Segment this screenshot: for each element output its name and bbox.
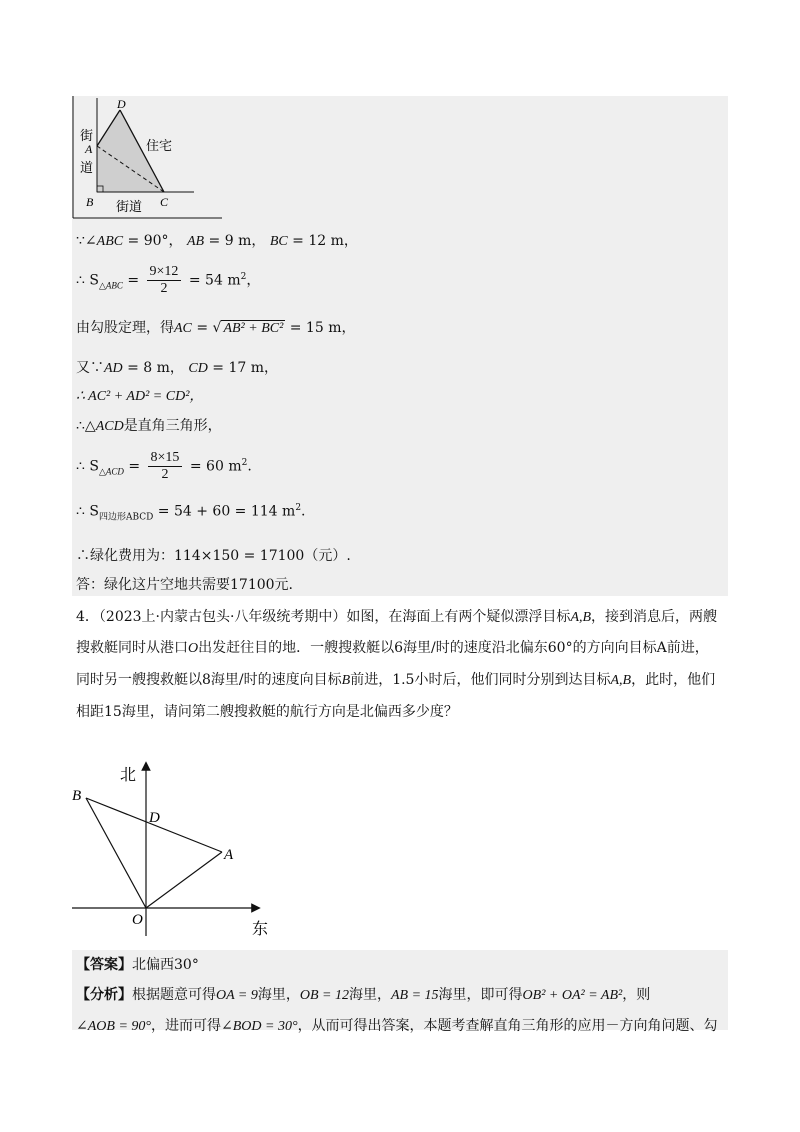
fraction-acd: $\frac{8\times 15}{2}$ — [148, 450, 183, 483]
label-a2: A — [224, 847, 234, 863]
solution-line-5: ∴ AC² + AD² = CD²， — [76, 389, 204, 404]
solution-line-9: ∴绿化费用为：114×150 = 17100（元）. — [76, 548, 351, 564]
label-street-h: 街道 — [116, 199, 143, 214]
solution-line-1: ∵∠ABC = 90°， AB = 9 m， BC = 12 m， — [76, 233, 358, 249]
label-o2: O — [132, 912, 143, 928]
question-4-line-1: 4．（2023上·内蒙古包头·八年级统考期中）如图，在海面上有两个疑似漂浮目标A,B，接到消息后，两艘 — [76, 609, 718, 625]
label-street-v1: 街 — [80, 128, 94, 143]
analysis-line-1: 【分析】根据题意可得OA = 9海里，OB = 12海里，AB = 15海里，即可得OB² + OA² = AB²，则 — [76, 987, 651, 1003]
solution-line-10: 答：绿化这片空地共需要17100元. — [76, 577, 293, 593]
analysis-line-2: ∠AOB = 90°，进而可得∠BOD = 30°，从而可得出答案，本题考查解直角三角形的应用－方向角问题、勾 — [76, 1018, 718, 1034]
label-d2: D — [149, 810, 160, 826]
segment-ob — [86, 798, 146, 908]
solution-line-2: ∴ $S_{\triangle ABC}$ = $\frac{9\times 12}{2}$ = 54 $m^2$， — [76, 264, 261, 296]
label-d: D — [117, 97, 126, 111]
label-street-v2: 道 — [80, 160, 94, 175]
solution-line-8: ∴ $S_{四边形ABCD} = 54 + 60 = 114$ $m^2$. — [76, 503, 306, 523]
label-house: 住宅 — [146, 138, 173, 153]
solution-line-6: ∴△ACD是直角三角形， — [76, 418, 222, 434]
question-4-line-4: 相距15海里，请问第二艘搜救艇的航行方向是北偏西多少度？ — [76, 704, 458, 720]
compass-figure — [60, 758, 290, 942]
question-4-line-3: 同时另一艘搜救艇以8海里/时的速度向目标B前进，1.5小时后，他们同时分别到达目标A,B，此时，他们 — [76, 672, 716, 688]
fraction-abc: $\frac{9\times 12}{2}$ — [147, 264, 182, 297]
label-b2: B — [72, 788, 82, 804]
solution-line-7: ∴ $S_{\triangle ACD}$ = $\frac{8\times 15}{2}$ = 60 $m^2$. — [76, 450, 252, 482]
solution-line-4: 又∵AD = 8 m， CD = 17 m， — [76, 360, 279, 376]
label-a: A — [85, 142, 93, 156]
label-b: B — [86, 195, 94, 209]
label-north: 北 — [120, 767, 137, 784]
answer-line: 【答案】北偏西30° — [76, 957, 199, 973]
segment-oa — [146, 852, 222, 908]
label-east: 东 — [252, 921, 269, 938]
solution-line-3: 由勾股定理，得AC = √ AB² + BC² = 15 m， — [76, 320, 356, 336]
label-c: C — [160, 195, 169, 209]
street-figure — [72, 96, 232, 220]
question-4-line-2: 搜救艇同时从港口O出发赶往目的地．一艘搜救艇以6海里/时的速度沿北偏东60°的方向向目标A前进， — [76, 640, 709, 656]
